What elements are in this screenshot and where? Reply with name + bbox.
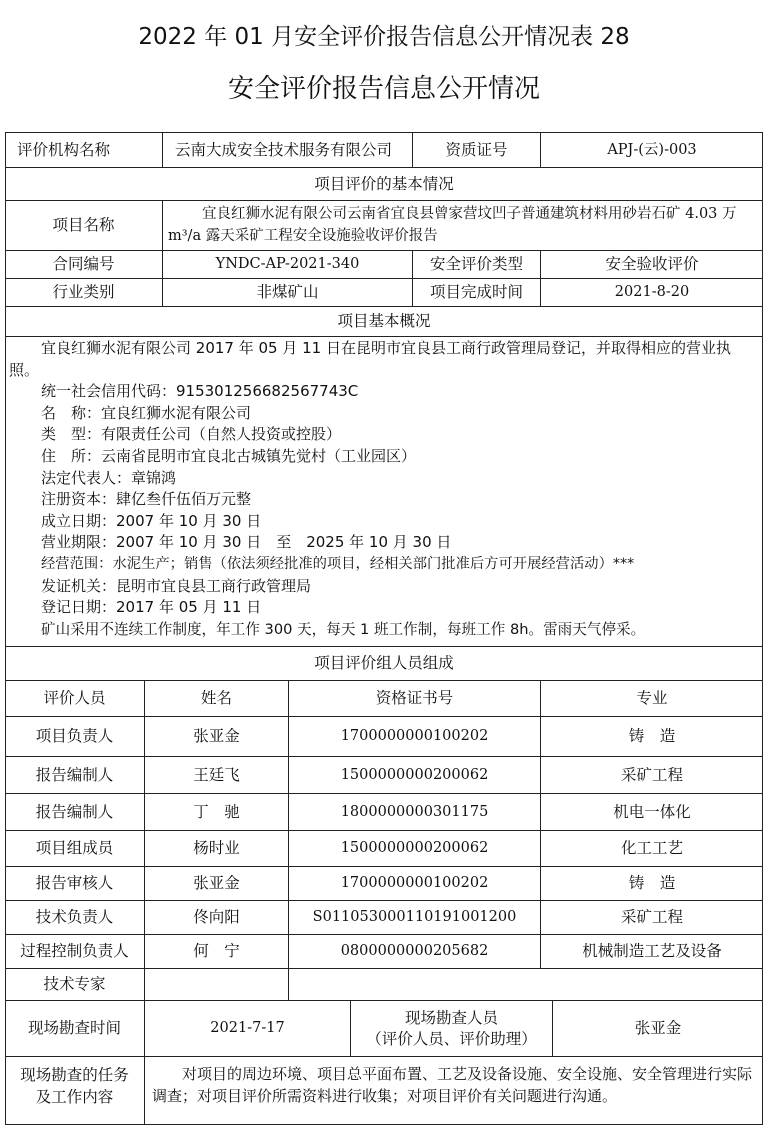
- row-name: 杨时业: [193, 839, 240, 857]
- project-value: 宜良红狮水泥有限公司云南省宜良县曾家营坟凹子普通建筑材料用砂岩石矿 4.03 万 m³/a 露天采矿工程安全设施验收评价报告: [168, 206, 737, 244]
- type-value: 安全验收评价: [605, 255, 699, 273]
- document-title: 2022 年 01 月安全评价报告信息公开情况表 28: [138, 24, 630, 50]
- row-major: 机械制造工艺及设备: [582, 942, 722, 960]
- row-name: 张亚金: [193, 874, 240, 892]
- basic-section-header: 项目评价的基本情况: [314, 174, 454, 193]
- contract-label: 合同编号: [52, 255, 115, 273]
- overview-line: 住 所：云南省昆明市宜良北古城镇先觉村（工业园区）: [41, 446, 417, 465]
- row-name: 张亚金: [193, 727, 240, 745]
- overview-line: 成立日期：2007 年 10 月 30 日: [41, 511, 262, 530]
- row-role: 报告编制人: [35, 802, 114, 821]
- overview-paragraph: 宜良红狮水泥有限公司 2017 年 05 月 11 日在昆明市宜良县工商行政管理局登记，并取得相应的营业执照。: [9, 339, 731, 379]
- row-cert: 0800000000205682: [340, 943, 489, 959]
- site-task-value: 对项目的周边环境、项目总平面布置、工艺及设备设施、安全设施、安全管理进行实际调查；对项目评价所需资料进行收集；对项目评价有关问题进行沟通。: [152, 1065, 753, 1105]
- overview-section-header: 项目基本概况: [337, 312, 431, 330]
- overview-line: 统一社会信用代码：915301256682567743C: [41, 382, 359, 401]
- row-name: 丁 驰: [193, 802, 240, 821]
- row-cert: 1800000000301175: [340, 803, 489, 820]
- contract-value: YNDC-AP-2021-340: [215, 256, 360, 272]
- row-role: 项目组成员: [35, 839, 114, 857]
- org-label: 评价机构名称: [17, 140, 111, 159]
- row-major: 铸 造: [628, 727, 676, 745]
- overview-line: 类 型：有限责任公司（自然人投资或控股）: [41, 425, 342, 444]
- finish-label: 项目完成时间: [429, 283, 523, 301]
- row-cert: S011053000110191001200: [312, 909, 517, 925]
- row-major: 采矿工程: [620, 765, 683, 784]
- row-major: 机电一体化: [613, 802, 691, 821]
- row-name: 王廷飞: [193, 765, 240, 784]
- row-cert: 1700000000100202: [340, 875, 489, 891]
- col-header-cert: 资格证书号: [375, 689, 454, 707]
- overview-line: 注册资本：肆亿叁仟伍佰万元整: [41, 490, 252, 509]
- org-value: 云南大成安全技术服务有限公司: [175, 140, 393, 159]
- row-major: 化工工艺: [620, 839, 683, 857]
- finish-value: 2021-8-20: [614, 284, 690, 300]
- document-subtitle: 安全评价报告信息公开情况: [227, 74, 540, 104]
- cert-label: 资质证号: [445, 140, 508, 159]
- row-role: 报告编制人: [35, 765, 114, 784]
- cert-value: APJ-(云)-003: [607, 141, 697, 158]
- row-role: 过程控制负责人: [20, 942, 129, 960]
- row-cert: 1500000000200062: [340, 840, 489, 856]
- row-role: 报告审核人: [35, 874, 114, 892]
- row-name: 佟向阳: [193, 908, 240, 926]
- site-time-label: 现场勘查时间: [27, 1019, 121, 1037]
- row-role: 项目负责人: [35, 727, 114, 745]
- col-header-major: 专业: [636, 689, 668, 707]
- row-name: 何 宁: [193, 942, 240, 960]
- overview-line: 经营范围：水泥生产；销售（依法须经批准的项目，经相关部门批准后方可开展经营活动）***: [41, 555, 635, 572]
- site-staff-label-line2: （评价人员、评价助理）: [366, 1030, 537, 1048]
- site-staff-label: [351, 1008, 552, 1052]
- row-major: 采矿工程: [620, 908, 683, 926]
- overview-line: 法定代表人：章锦鸿: [41, 468, 177, 487]
- site-task-label: [5, 1064, 144, 1120]
- row-major: 铸 造: [628, 874, 676, 892]
- expert-label: 技术专家: [43, 975, 106, 993]
- site-task-label-line1: 现场勘查的任务: [20, 1066, 129, 1084]
- site-time-value: 2021-7-17: [210, 1020, 285, 1036]
- row-cert: 1500000000200062: [340, 766, 489, 783]
- team-section-header: 项目评价组人员组成: [314, 654, 454, 672]
- project-label: 项目名称: [52, 216, 115, 234]
- site-task-label-line2: 及工作内容: [35, 1088, 114, 1106]
- industry-label: 行业类别: [52, 283, 115, 301]
- overview-line: 矿山采用不连续工作制度，年工作 300 天，每天 1 班工作制，每班工作 8h。雷雨天气停采。: [41, 620, 646, 638]
- industry-value: 非煤矿山: [256, 283, 319, 301]
- row-cert: 1700000000100202: [340, 728, 489, 744]
- overview-line: 登记日期：2017 年 05 月 11 日: [41, 598, 262, 617]
- site-staff-label-line1: 现场勘查人员: [404, 1009, 498, 1027]
- row-role: 技术负责人: [35, 908, 114, 926]
- type-label: 安全评价类型: [429, 255, 523, 273]
- overview-line: 发证机关：昆明市宜良县工商行政管理局: [41, 576, 312, 595]
- overview-line: 营业期限：2007 年 10 月 30 日 至 2025 年 10 月 30 日: [41, 533, 452, 552]
- col-header-name: 姓名: [200, 689, 232, 707]
- overview-line: 名 称：宜良红狮水泥有限公司: [41, 403, 252, 422]
- site-staff-value: 张亚金: [634, 1019, 682, 1037]
- col-header-role: 评价人员: [43, 689, 106, 707]
- overview-text: [9, 338, 759, 640]
